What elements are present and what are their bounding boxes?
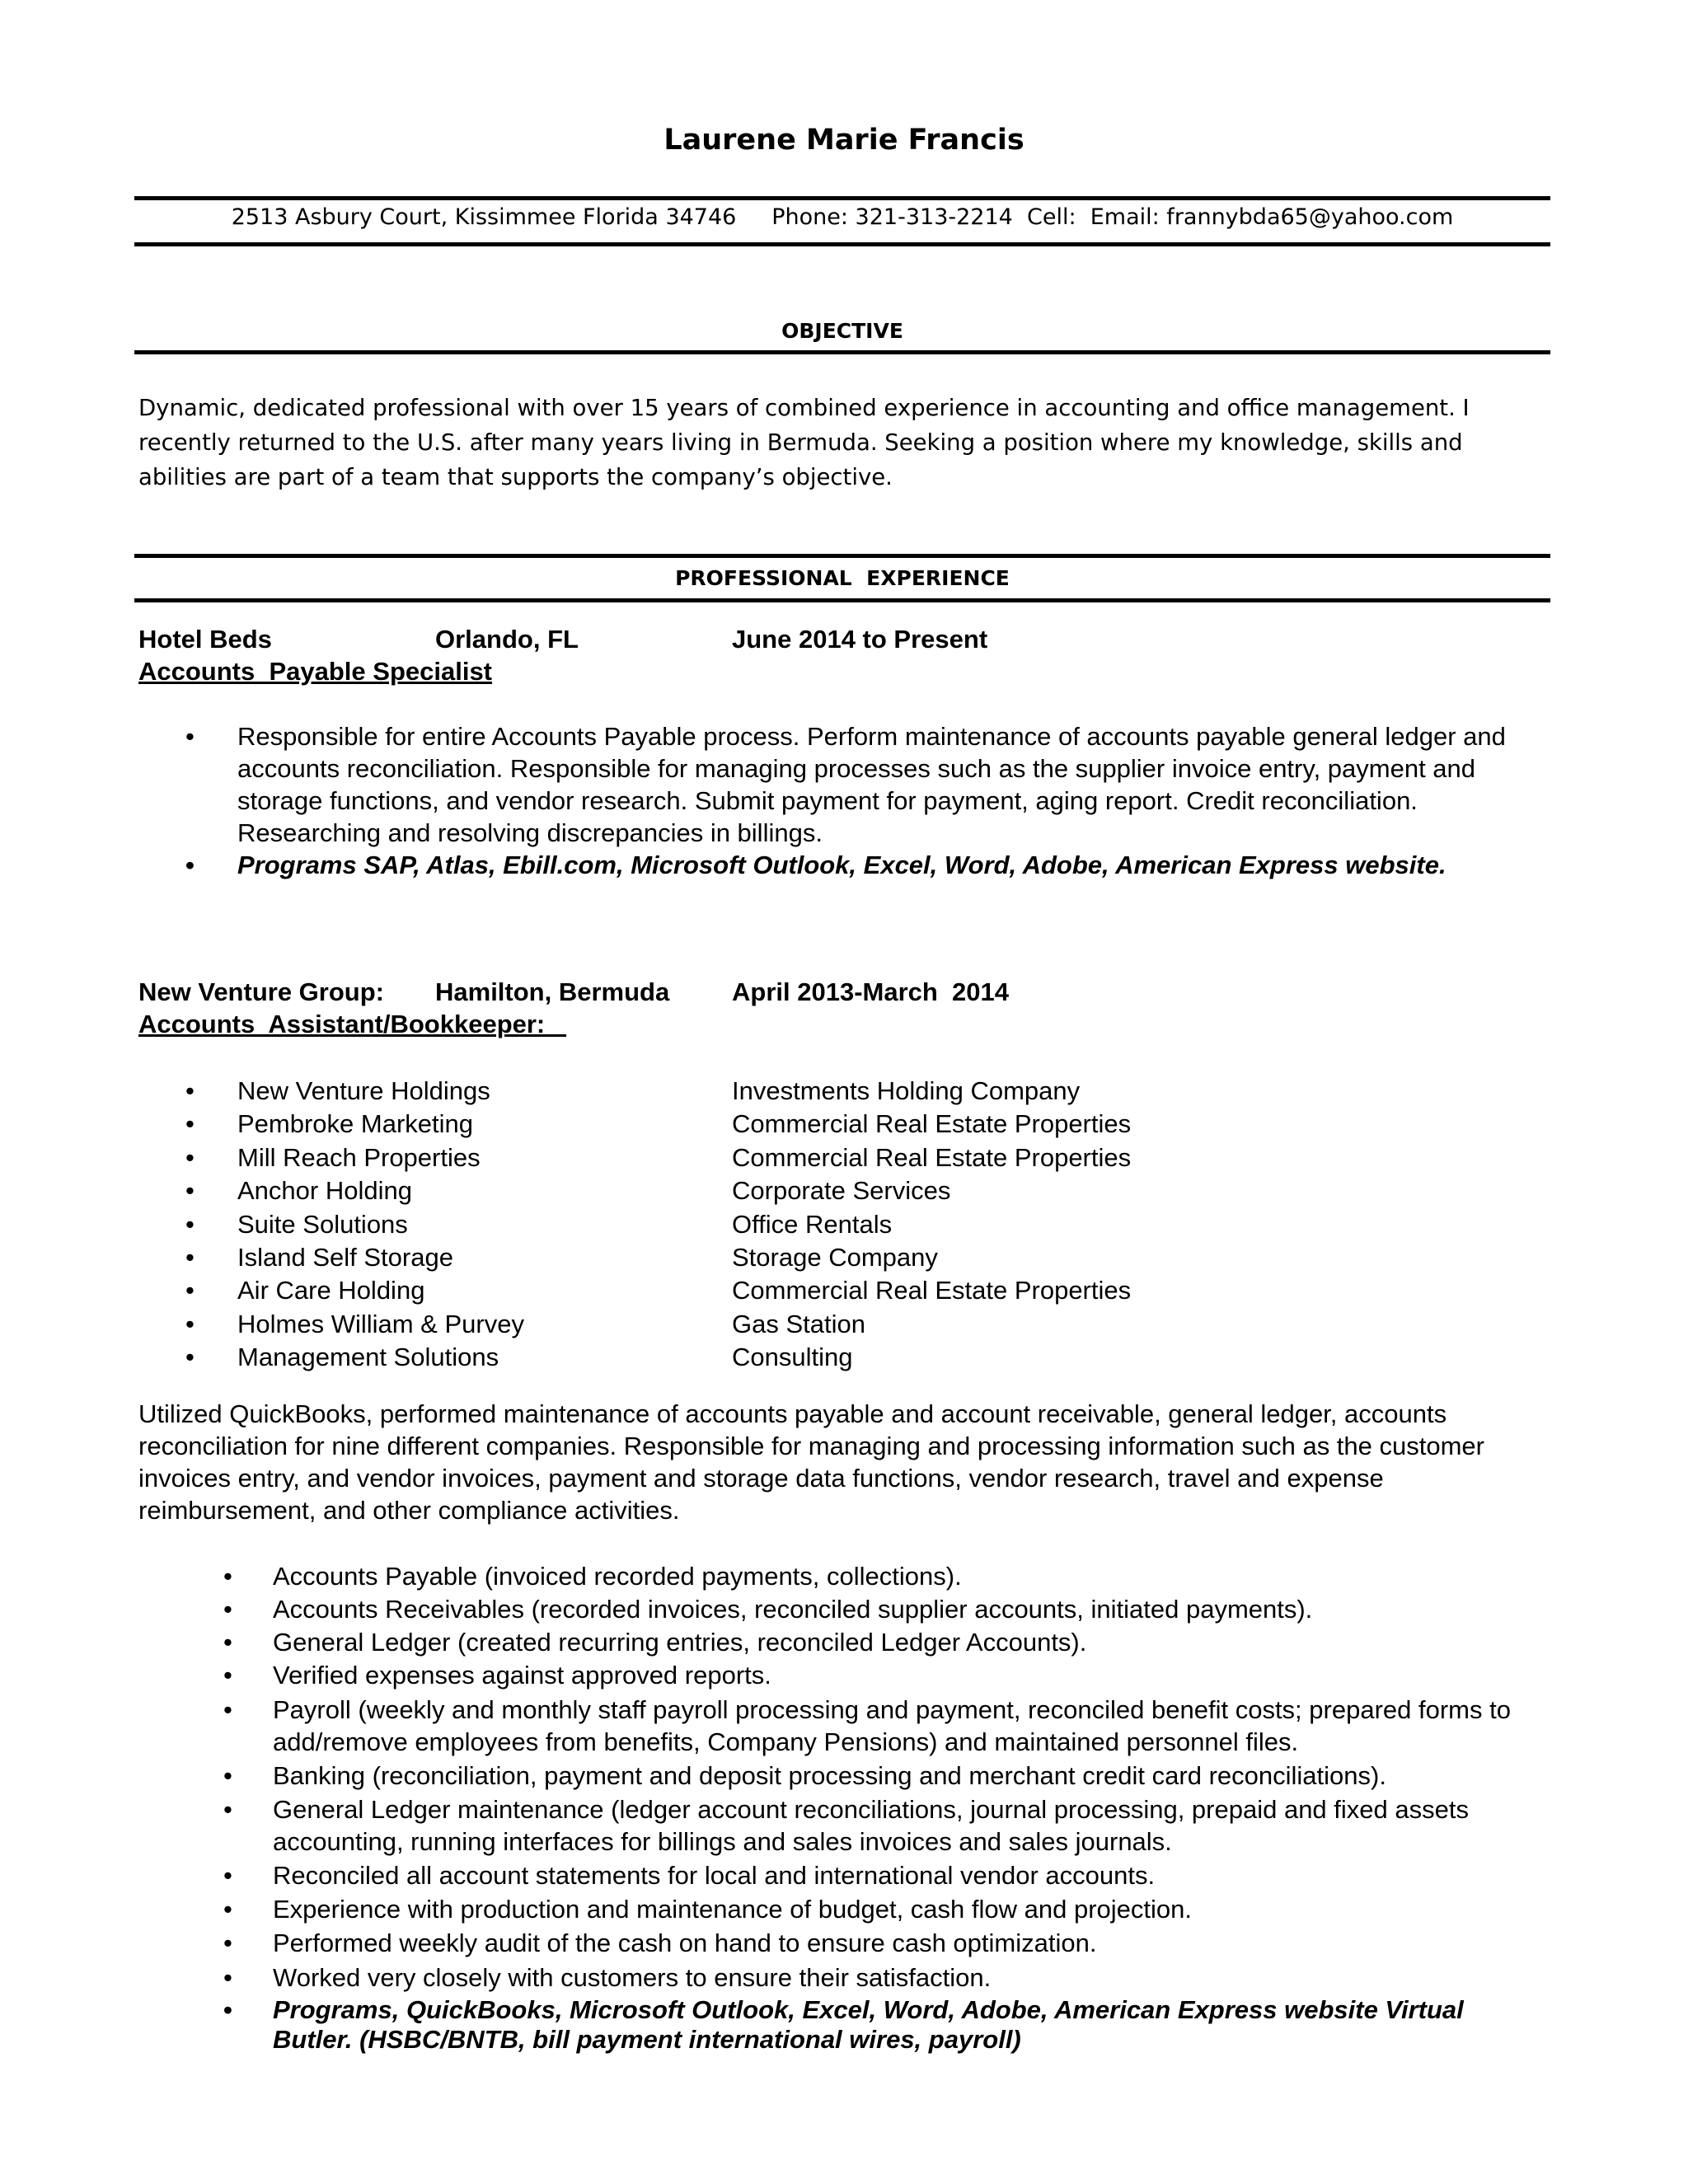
job2-duties: [138, 1560, 1540, 2055]
bullet-icon: •: [185, 1276, 195, 1305]
list-item: • Mill Reach Properties Commercial Real Estate Properties: [185, 1142, 1132, 1172]
bullet-icon: •: [223, 1595, 232, 1624]
applicant-name: Laurene Marie Francis: [663, 124, 1025, 157]
bullet-icon: •: [185, 1176, 195, 1206]
divider: [134, 196, 1550, 200]
job1-company: Hotel Beds: [138, 625, 272, 654]
list-item: • Holmes William & Purvey Gas Station: [185, 1309, 865, 1338]
bullet-icon: •: [223, 1661, 232, 1690]
bullet-icon: •: [185, 1109, 195, 1139]
list-item: • General Ledger (created recurring entries, reconciled Ledger Accounts).: [223, 1628, 1087, 1657]
bullet-icon: •: [223, 1562, 232, 1591]
bullet-icon: •: [185, 1242, 195, 1272]
bullet-icon: •: [223, 1963, 232, 1992]
bullet-icon: •: [223, 1895, 232, 1924]
bullet-icon: •: [185, 722, 195, 751]
list-item: • Performed weekly audit of the cash on hand to ensure cash optimization.: [223, 1929, 1097, 1957]
list-item: • Programs SAP, Atlas, Ebill.com, Microsoft Outlook, Excel, Word, Adobe, American Express website.: [185, 851, 1447, 879]
contact-line: 2513 Asbury Court, Kissimmee Florida 34746 Phone: 321-313-2214 Cell: Email: frannybda65@yahoo.com: [231, 204, 1454, 230]
list-item: • Worked very closely with customers to ensure their satisfaction.: [223, 1963, 992, 1992]
job1-title: Accounts Payable Specialist: [138, 657, 493, 686]
list-item: • Pembroke Marketing Commercial Real Estate Properties: [185, 1109, 1132, 1139]
experience-heading: PROFESSIONAL EXPERIENCE: [675, 566, 1010, 590]
list-item: • Suite Solutions Office Rentals: [185, 1209, 893, 1239]
bullet-icon: •: [223, 1929, 232, 1957]
list-item: • Responsible for entire Accounts Payable process. Perform maintenance of accounts payable general ledger and accounts reconciliation. Responsible for managing processes such as the supplier invoice entry, payment and storage functions, and vendor research. Submit payment for payment, aging report. Credit reconciliation. Researching and resolving discrepancies in billings.: [185, 722, 1506, 847]
list-item: • General Ledger maintenance (ledger account reconciliations, journal processing, prepaid and fixed assets accounting, running interfaces for billings and sales invoices and sales journals.: [223, 1795, 1469, 1856]
divider: [134, 242, 1550, 246]
list-item: • Banking (reconciliation, payment and deposit processing and merchant credit card reconciliations).: [223, 1761, 1386, 1790]
list-item: • Verified expenses against approved reports.: [223, 1661, 771, 1690]
objective-text: Dynamic, dedicated professional with over 15 years of combined experience in accounting and office management. I recently returned to the U.S. after many years living in Bermuda. Seeking a position where my knowledge, skills and abilities are part of a team that supports the company’s objective.: [138, 395, 1470, 490]
bullet-icon: •: [223, 1861, 232, 1890]
bullet-icon: •: [223, 1795, 232, 1824]
list-item: • Accounts Payable (invoiced recorded payments, collections).: [223, 1562, 962, 1591]
bullet-icon: •: [185, 1142, 195, 1172]
bullet-icon: •: [223, 1695, 232, 1724]
list-item: • Air Care Holding Commercial Real Estate Properties: [185, 1276, 1132, 1305]
bullet-icon: •: [185, 851, 195, 879]
job2-company: New Venture Group:: [138, 977, 384, 1006]
bullet-icon: •: [223, 1995, 232, 2024]
job1-bullets: [138, 720, 1556, 881]
divider: [134, 554, 1550, 558]
job2-summary: Utilized QuickBooks, performed maintenance of accounts payable and account receivable, general ledger, accounts reconciliation for nine different companies. Responsible for managing and processing information such as the customer invoices entry, and vendor invoices, payment and storage data functions, vendor research, travel and expense reimbursement, and other compliance activities.: [138, 1399, 1484, 1525]
list-item: • Management Solutions Consulting: [185, 1343, 853, 1372]
bullet-icon: •: [185, 1309, 195, 1338]
list-item: • Island Self Storage Storage Company: [185, 1242, 938, 1272]
bullet-icon: •: [185, 1343, 195, 1372]
divider: [134, 598, 1550, 602]
list-item: • Reconciled all account statements for local and international vendor accounts.: [223, 1861, 1156, 1890]
job1-location: Orlando, FL: [435, 625, 579, 654]
bullet-icon: •: [223, 1761, 232, 1790]
job2-title: Accounts Assistant/Bookkeeper:: [138, 1010, 567, 1038]
bullet-icon: •: [185, 1076, 195, 1105]
list-item: • Programs, QuickBooks, Microsoft Outlook, Excel, Word, Adobe, American Express website Virtual Butler. (HSBC/BNTB, bill payment international wires, payroll): [223, 1995, 1464, 2054]
objective-heading: OBJECTIVE: [781, 319, 903, 343]
list-item: • New Venture Holdings Investments Holding Company: [185, 1076, 1081, 1105]
job2-dates: April 2013-March 2014: [732, 977, 1010, 1006]
bullet-icon: •: [185, 1209, 195, 1239]
divider: [134, 350, 1550, 354]
list-item: • Anchor Holding Corporate Services: [185, 1176, 951, 1206]
list-item: • Payroll (weekly and monthly staff payroll processing and payment, reconciled benefit costs; prepared forms to add/remove employees from benefits, Company Pensions) and maintained personnel files.: [223, 1695, 1511, 1756]
client-company-list: [138, 1076, 1210, 1376]
bullet-icon: •: [223, 1628, 232, 1657]
list-item: • Accounts Receivables (recorded invoices, reconciled supplier accounts, initiated payments).: [223, 1595, 1313, 1624]
list-item: • Experience with production and maintenance of budget, cash flow and projection.: [223, 1895, 1192, 1924]
job2-location: Hamilton, Bermuda: [435, 977, 670, 1006]
job1-dates: June 2014 to Present: [732, 625, 988, 654]
